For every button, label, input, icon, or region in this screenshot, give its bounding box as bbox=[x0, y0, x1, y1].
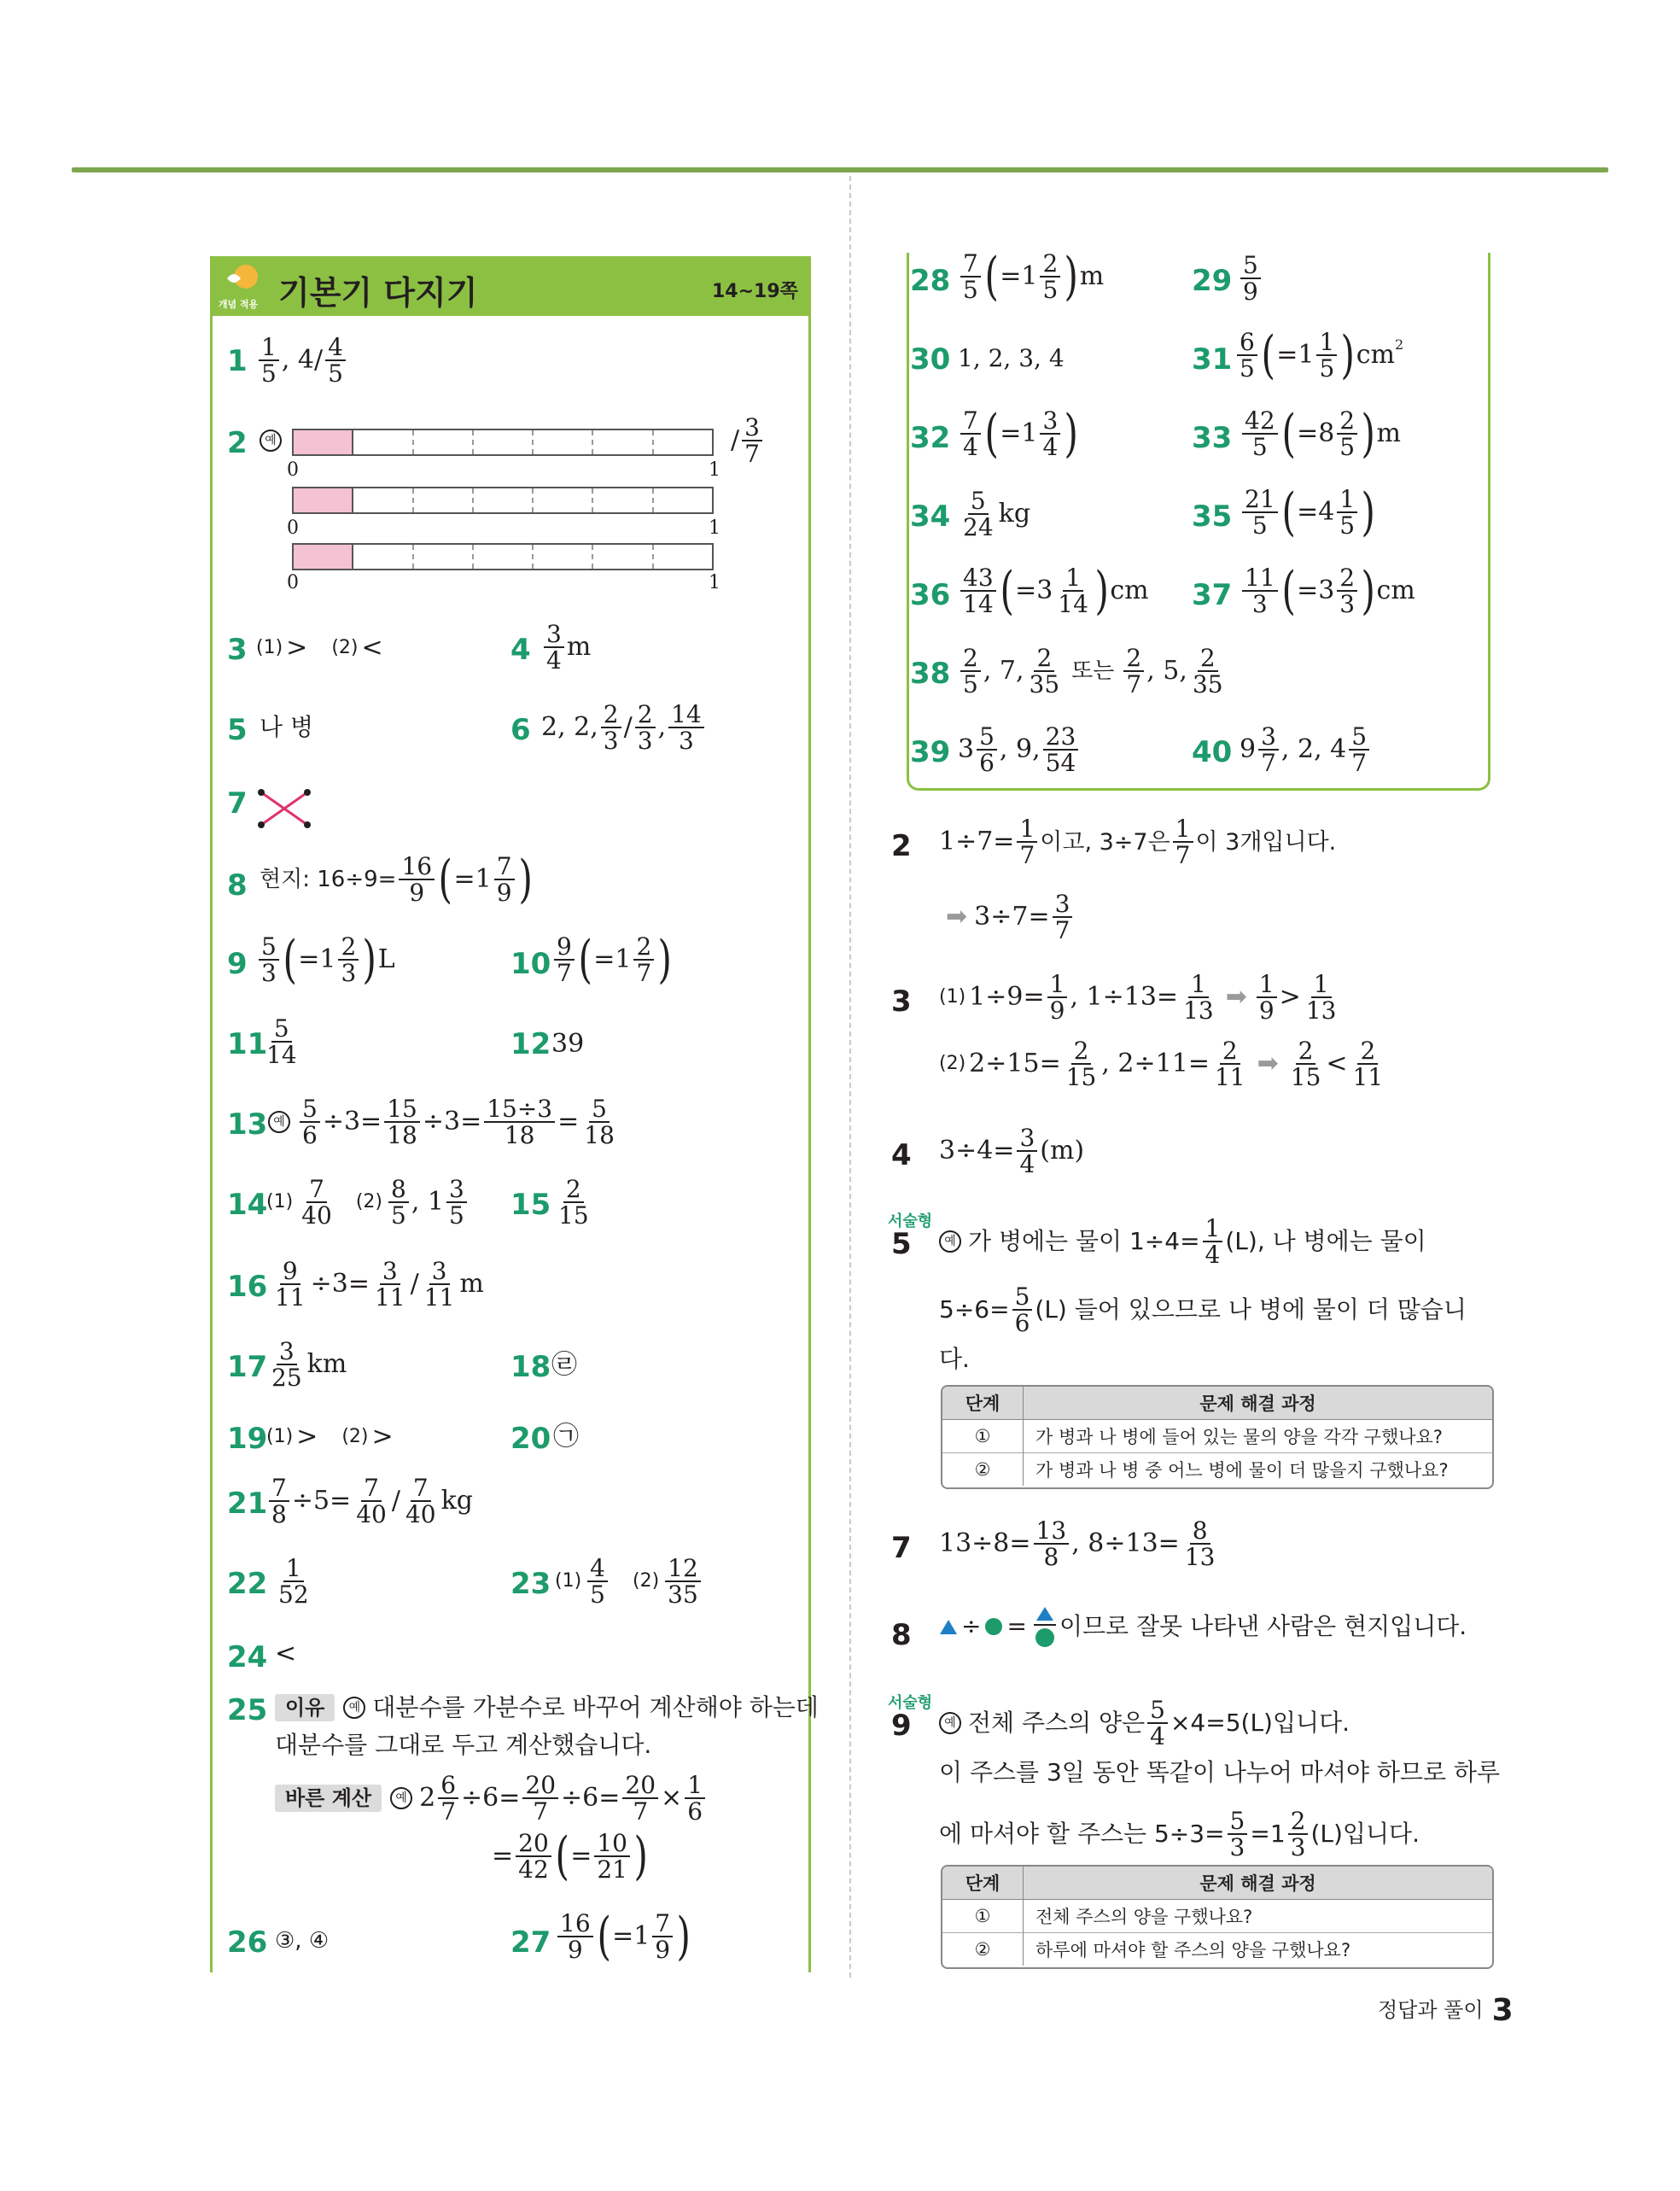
item-number: 38 bbox=[910, 657, 951, 691]
answer-18: ㉣ bbox=[551, 1350, 577, 1380]
footer-label: 정답과 풀이 bbox=[1378, 1998, 1484, 2022]
answer-35: $\frac{21}{5}$ ( =4 $\frac{1}{5}$ ) bbox=[1240, 487, 1377, 539]
rubric-table-5: 단계 문제 해결 과정 ① 가 병과 나 병에 들어 있는 물의 양을 각각 구했나요? ② 가 병과 나 병 중 어느 병에 물이 더 많을지 구했나요? bbox=[941, 1385, 1494, 1489]
answer-25-reason: 이유 예 대분수를 가분수로 바꾸어 계산해야 하는데 bbox=[275, 1694, 819, 1721]
answer-5: 나 병 bbox=[260, 713, 313, 741]
solution-9-line2: 이 주스를 3일 동안 똑같이 나누어 마셔야 하므로 하루 bbox=[939, 1758, 1501, 1786]
triangle-icon bbox=[939, 1618, 958, 1635]
answer-2: / $\frac{3}{7}$ bbox=[731, 415, 765, 467]
item-number: 34 bbox=[910, 500, 951, 534]
answer-4: $\frac{3}{4}$ m bbox=[541, 622, 591, 674]
solution-9-line3: 에 마셔야 할 주스는 5÷3= $\frac{5}{3}$ =1 $\frac{2}{3}$ (L)입니다. bbox=[939, 1807, 1420, 1862]
fraction-bar bbox=[292, 429, 714, 456]
answer-23: (1) $\frac{4}{5}$ (2) $\frac{12}{35}$ bbox=[555, 1556, 703, 1608]
answer-20: ㉠ bbox=[553, 1422, 579, 1452]
solution-number: 5 bbox=[891, 1227, 912, 1261]
item-number: 13 bbox=[227, 1107, 268, 1142]
item-number: 39 bbox=[910, 735, 951, 769]
solution-2-line2: ➡ 3÷7= $\frac{3}{7}$ bbox=[939, 891, 1075, 944]
item-number: 40 bbox=[1192, 735, 1233, 769]
answer-16: $\frac{9}{11}$ ÷3= $\frac{3}{11}$ / $\frac{3}{11}$ m bbox=[275, 1257, 484, 1312]
item-number: 11 bbox=[227, 1027, 268, 1061]
solution-9-line1: 예 전체 주스의 양은 $\frac{5}{4}$ ×4=5(L)입니다. bbox=[939, 1697, 1350, 1750]
fraction-bar bbox=[292, 543, 714, 570]
item-number: 29 bbox=[1192, 264, 1233, 298]
solution-3-line1: (1) 1÷9= $\frac{1}{9}$ , 1÷13= $\frac{1}{13}$ ➡ $\frac{1}{9}$ > $\frac{1}{13}$ bbox=[939, 970, 1337, 1025]
solution-2-line1: 1÷7= $\frac{1}{7}$ 이고, 3÷7은 $\frac{1}{7}$ 이 3개입니다. bbox=[939, 815, 1337, 870]
solution-3-line2: (2) 2÷15= $\frac{2}{15}$ , 2÷11= $\frac{2}{11}$ ➡ $\frac{2}{15}$ < $\frac{2}{11}$ bbox=[939, 1037, 1384, 1092]
solution-5-line1: 예 가 병에는 물이 1÷4= $\frac{1}{4}$ (L), 나 병에는 물이 bbox=[939, 1216, 1426, 1268]
item-number: 25 bbox=[227, 1693, 268, 1727]
solution-8: ÷ = 이므로 잘못 나타낸 사람은 현지입니다. bbox=[939, 1605, 1467, 1648]
item-number: 2 bbox=[227, 426, 248, 460]
section-title: 기본기 다지기 bbox=[278, 274, 478, 312]
answer-9: $\frac{5}{3}$ ( =1 $\frac{2}{3}$ ) L bbox=[256, 934, 395, 986]
solution-5-line3: 다. bbox=[939, 1345, 970, 1373]
answer-25-result: = $\frac{20}{42}$ ( = $\frac{10}{21}$ ) bbox=[492, 1826, 648, 1887]
answer-32: $\frac{7}{4}$ ( =1 $\frac{3}{4}$ ) bbox=[958, 408, 1080, 460]
item-number: 18 bbox=[510, 1350, 551, 1384]
item-number: 3 bbox=[227, 633, 248, 667]
answer-38: $\frac{2}{5}$ , 7, $\frac{2}{35}$ 또는 $\frac{2}{7}$ , 5, $\frac{2}{35}$ bbox=[958, 646, 1228, 698]
answer-26: ③, ④ bbox=[275, 1928, 330, 1954]
answer-27: $\frac{16}{9}$ ( =1 $\frac{7}{9}$ ) bbox=[555, 1911, 692, 1963]
page-range: 14~19쪽 bbox=[712, 281, 798, 302]
calc-tag: 바른 계산 bbox=[275, 1785, 382, 1812]
item-number: 26 bbox=[227, 1925, 268, 1960]
item-number: 37 bbox=[1192, 578, 1233, 612]
solution-number: 3 bbox=[891, 984, 912, 1019]
item-number: 16 bbox=[227, 1270, 268, 1304]
descriptive-label: 서술형 bbox=[888, 1212, 933, 1230]
item-number: 24 bbox=[227, 1640, 268, 1674]
answer-12: 39 bbox=[551, 1029, 585, 1059]
column-divider bbox=[849, 176, 851, 1978]
crossing-lines bbox=[254, 786, 314, 832]
arrow-right-icon: ➡ bbox=[946, 902, 968, 932]
item-number: 30 bbox=[910, 342, 951, 377]
top-rule bbox=[72, 167, 1608, 172]
solution-number: 8 bbox=[891, 1618, 912, 1652]
item-number: 28 bbox=[910, 264, 951, 298]
item-number: 32 bbox=[910, 421, 951, 455]
item-number: 10 bbox=[510, 947, 551, 981]
answer-24: < bbox=[275, 1639, 297, 1668]
answer-36: $\frac{43}{14}$ ( =3 $\frac{1}{14}$ ) cm bbox=[958, 565, 1149, 617]
item-number: 23 bbox=[510, 1567, 551, 1601]
item-number: 9 bbox=[227, 947, 248, 981]
answer-37: $\frac{11}{3}$ ( =3 $\frac{2}{3}$ ) cm bbox=[1240, 565, 1415, 617]
badge-label: 개념 적용 bbox=[218, 299, 259, 310]
answer-14: (1) $\frac{7}{40}$ (2) $\frac{8}{5}$ , 1 $\frac{3}{5}$ bbox=[266, 1177, 470, 1229]
answer-28: $\frac{7}{5}$ ( =1 $\frac{2}{5}$ ) m bbox=[958, 251, 1104, 303]
item-number: 21 bbox=[227, 1487, 268, 1521]
answer-1: $\frac{1}{5}$ , 4 / $\frac{4}{5}$ bbox=[256, 335, 348, 387]
circle-icon bbox=[1035, 1627, 1055, 1648]
fraction-bar bbox=[292, 487, 714, 514]
item-number: 36 bbox=[910, 578, 951, 612]
answer-15: $\frac{2}{15}$ bbox=[558, 1175, 589, 1230]
answer-34: $\frac{5}{24}$ kg bbox=[963, 487, 1031, 542]
example-mark: 예 bbox=[260, 429, 282, 452]
item-number: 15 bbox=[510, 1188, 551, 1222]
item-number: 1 bbox=[227, 344, 248, 378]
concept-badge bbox=[212, 258, 265, 314]
item-number: 4 bbox=[510, 633, 531, 667]
item-number: 8 bbox=[227, 868, 248, 903]
answer-39: 3 $\frac{5}{6}$ , 9, $\frac{23}{54}$ bbox=[958, 724, 1081, 776]
item-number: 17 bbox=[227, 1350, 268, 1384]
item-number: 27 bbox=[510, 1925, 551, 1960]
answer-29: $\frac{5}{9}$ bbox=[1238, 253, 1263, 305]
answer-22: $\frac{1}{52}$ bbox=[278, 1554, 309, 1610]
item-number: 5 bbox=[227, 713, 248, 747]
answer-6: 2, 2, $\frac{2}{3}$ / $\frac{2}{3}$ , $\frac{14}{3}$ bbox=[541, 702, 707, 754]
answer-33: $\frac{42}{5}$ ( =8 $\frac{2}{5}$ ) m bbox=[1240, 408, 1401, 460]
answer-11: $\frac{5}{14}$ bbox=[266, 1014, 297, 1070]
solution-5-line2: 5÷6= $\frac{5}{6}$ (L) 들어 있으므로 나 병에 물이 더 많습니 bbox=[939, 1282, 1467, 1338]
answer-17: $\frac{3}{25}$ km bbox=[271, 1337, 347, 1393]
item-number: 22 bbox=[227, 1567, 268, 1601]
item-number: 31 bbox=[1192, 342, 1233, 377]
solution-number: 4 bbox=[891, 1138, 912, 1172]
answer-30: 1, 2, 3, 4 bbox=[958, 344, 1065, 372]
item-number: 6 bbox=[510, 713, 531, 747]
answer-10: $\frac{9}{7}$ ( =1 $\frac{2}{7}$ ) bbox=[551, 934, 674, 986]
descriptive-label: 서술형 bbox=[888, 1694, 933, 1712]
page-footer bbox=[1378, 1993, 1514, 2028]
item-number: 20 bbox=[510, 1422, 551, 1456]
solution-number: 7 bbox=[891, 1531, 912, 1565]
answer-8: 현지: 16÷9= $\frac{16}{9}$ ( =1 $\frac{7}{9}$ ) bbox=[260, 850, 533, 910]
answer-25-calc: 바른 계산 예 2 $\frac{6}{7}$ ÷6= $\frac{20}{7}$ ÷6= $\frac{20}{7}$ × $\frac{1}{6}$ bbox=[275, 1773, 708, 1825]
arrow-right-icon: ➡ bbox=[1257, 1049, 1279, 1079]
rubric-table-9: 단계 문제 해결 과정 ① 전체 주스의 양을 구했나요? ② 하루에 마셔야 할 주스의 양을 구했나요? bbox=[941, 1865, 1494, 1969]
item-number: 19 bbox=[227, 1422, 268, 1456]
triangle-icon bbox=[1035, 1605, 1055, 1622]
item-number: 35 bbox=[1192, 500, 1233, 534]
solution-7: 13÷8= $\frac{13}{8}$ , 8÷13= $\frac{8}{13}$ bbox=[939, 1516, 1216, 1572]
page-number: 3 bbox=[1491, 1993, 1514, 2028]
reason-tag: 이유 bbox=[275, 1694, 335, 1721]
item-number: 12 bbox=[510, 1027, 551, 1061]
answer-25-reason-line2: 대분수를 그대로 두고 계산했습니다. bbox=[275, 1731, 652, 1759]
item-number: 33 bbox=[1192, 421, 1233, 455]
answer-13: 예 $\frac{5}{6}$ ÷3= $\frac{15}{18}$ ÷3= $\frac{15\div 3}{18}$ = $\frac{5}{18}$ bbox=[268, 1096, 620, 1148]
answer-19: (1) > (2) > bbox=[266, 1422, 394, 1452]
solution-number: 9 bbox=[891, 1709, 912, 1743]
arrow-right-icon: ➡ bbox=[1225, 982, 1247, 1013]
answer-31: $\frac{6}{5}$ ( =1 $\frac{1}{5}$ ) cm $^2$ bbox=[1234, 330, 1403, 382]
answer-40: 9 $\frac{3}{7}$ , 2, 4 $\frac{5}{7}$ bbox=[1240, 724, 1372, 776]
solution-4: 3÷4= $\frac{3}{4}$ (m) bbox=[939, 1124, 1085, 1179]
circle-icon bbox=[984, 1617, 1003, 1636]
solution-number: 2 bbox=[891, 829, 912, 863]
answer-21: $\frac{7}{8}$ ÷5= $\frac{7}{40}$ / $\frac{7}{40}$ kg bbox=[266, 1475, 473, 1528]
item-number: 7 bbox=[227, 786, 248, 821]
item-number: 14 bbox=[227, 1188, 268, 1222]
answer-3: (1) > (2) < bbox=[256, 633, 383, 663]
